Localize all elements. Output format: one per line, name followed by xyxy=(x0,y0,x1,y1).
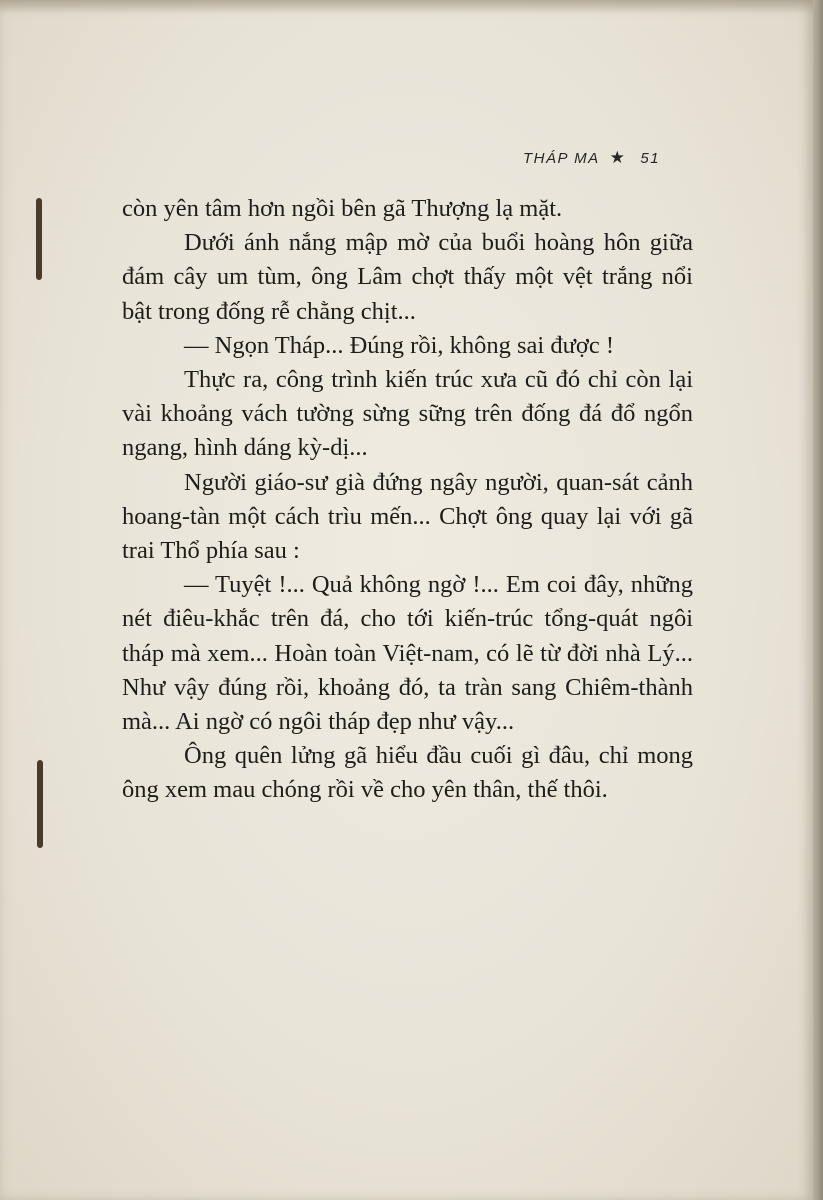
chapter-title: THÁP MA xyxy=(523,150,600,167)
running-header xyxy=(523,148,660,168)
binding-staple-bottom xyxy=(37,760,43,848)
page-top-shadow xyxy=(0,0,813,14)
page-edge-shadow xyxy=(813,0,823,1200)
paragraph: còn yên tâm hơn ngồi bên gã Thượng lạ mặt. xyxy=(122,195,563,222)
paragraph: Dưới ánh nắng mập mờ của buổi hoàng hôn giữa đám cây um tùm, ông Lâm chợt thấy một vệt trắng nổi bật trong đống rễ chằng chịt... xyxy=(122,229,693,325)
paragraph: Thực ra, công trình kiến trúc xưa cũ đó chỉ còn lại vài khoảng vách tường sừng sững trên đống đá đổ ngổn ngang, hình dáng kỳ-dị... xyxy=(122,366,693,462)
binding-staple-top xyxy=(36,198,42,280)
paragraph: — Tuyệt !... Quả không ngờ !... Em coi đây, những nét điêu-khắc trên đá, cho tới kiến-trúc tổng-quát ngôi tháp mà xem... Hoàn toàn Việt-nam, có lẽ từ đời nhà Lý... Như vậy đúng rồi, khoảng đó, ta tràn sang Chiêm-thành mà... Ai ngờ có ngôi tháp đẹp như vậy... xyxy=(122,571,693,736)
star-icon: ★ xyxy=(609,148,627,167)
paragraph: — Ngọn Tháp... Đúng rồi, không sai được ! xyxy=(184,331,614,359)
page-number: 51 xyxy=(640,150,661,167)
paragraph: Người giáo-sư già đứng ngây người, quan-sát cảnh hoang-tàn một cách trìu mến... Chợt ông quay lại với gã trai Thổ phía sau : xyxy=(122,468,693,565)
paragraph: Ông quên lửng gã hiểu đầu cuối gì đâu, chỉ mong ông xem mau chóng rồi về cho yên thân, thế thôi. xyxy=(122,742,693,804)
page-body-text xyxy=(122,192,693,808)
